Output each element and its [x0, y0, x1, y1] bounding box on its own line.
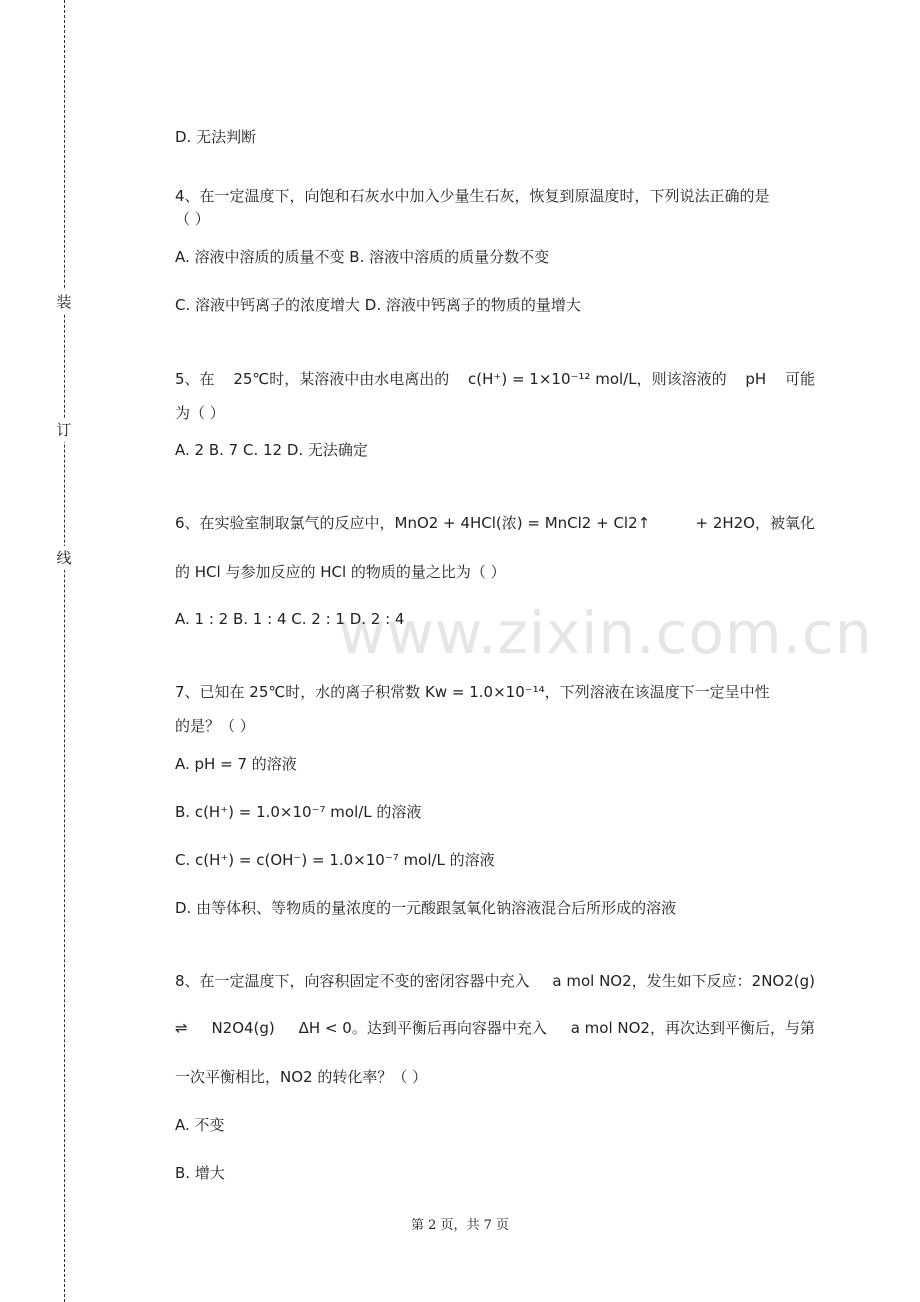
q6-stem-seg: + 2H2O，被氧化: [695, 514, 815, 532]
q5-stem-seg: 25℃时，某溶液中由水电离出的: [233, 370, 450, 388]
q6-options: A. 1 : 2 B. 1 : 4 C. 2 : 1 D. 2 : 4: [175, 610, 405, 628]
q8-option-a: A. 不变: [175, 1116, 225, 1134]
q8-stem-line3: 一次平衡相比，NO2 的转化率？（ ）: [175, 1068, 428, 1086]
q5-stem-seg: pH: [745, 370, 767, 388]
q8-stem-line1: [175, 970, 815, 992]
q8-stem-seg: ⇌: [175, 1019, 188, 1037]
q5-stem-line1: [175, 368, 815, 390]
q4-options-line1: A. 溶液中溶质的质量不变 B. 溶液中溶质的质量分数不变: [175, 248, 550, 266]
q5-stem-seg: 可能: [784, 370, 815, 388]
q4-options-line2: C. 溶液中钙离子的浓度增大 D. 溶液中钙离子的物质的量增大: [175, 296, 581, 314]
page-footer: 第 2 页，共 7 页: [410, 1218, 510, 1233]
q7-option-c: C. c(H⁺) = c(OH⁻) = 1.0×10⁻⁷ mol/L 的溶液: [175, 851, 495, 869]
q7-stem-line2: 的是？（ ）: [175, 717, 255, 735]
q8-stem-line2: [175, 1017, 815, 1039]
binding-dashed-line: [64, 0, 65, 1302]
q8-stem-seg: a mol NO2，再次达到平衡后，与第: [570, 1019, 815, 1037]
binding-char-zhuang: 装: [54, 290, 74, 314]
q7-option-b: B. c(H⁺) = 1.0×10⁻⁷ mol/L 的溶液: [175, 803, 422, 821]
q4-stem-line1: 4、在一定温度下，向饱和石灰水中加入少量生石灰，恢复到原温度时，下列说法正确的是: [175, 187, 770, 205]
q8-stem-seg: a mol NO2，发生如下反应：2NO2(g): [552, 972, 815, 990]
q4-stem-line2: （ ）: [175, 210, 210, 228]
q8-stem-seg: 8、在一定温度下，向容积固定不变的密闭容器中充入: [175, 972, 530, 990]
q5-stem-seg: 5、在: [175, 370, 215, 388]
q6-stem-seg: 6、在实验室制取氯气的反应中，MnO2 + 4HCl(浓) = MnCl2 + Cl2↑: [175, 514, 651, 532]
q8-stem-seg: ΔH < 0。达到平衡后再向容器中充入: [298, 1019, 547, 1037]
q8-option-b: B. 增大: [175, 1164, 225, 1182]
q8-stem-seg: N2O4(g): [211, 1019, 275, 1037]
watermark: www.zixin.com.cn: [338, 599, 873, 667]
q6-stem-line2: 的 HCl 与参加反应的 HCl 的物质的量之比为（ ）: [175, 563, 506, 581]
q5-stem-line2: 为（ ）: [175, 404, 225, 422]
q3-option-d: D. 无法判断: [175, 128, 257, 146]
binding-char-ding: 订: [54, 418, 74, 442]
binding-char-xian: 线: [54, 546, 74, 570]
q7-option-a: A. pH = 7 的溶液: [175, 755, 297, 773]
q6-stem-line1: [175, 512, 815, 534]
q5-stem-seg: c(H⁺) = 1×10⁻¹² mol/L，则该溶液的: [468, 370, 727, 388]
q7-option-d: D. 由等体积、等物质的量浓度的一元酸跟氢氧化钠溶液混合后所形成的溶液: [175, 899, 677, 917]
q7-stem-line1: 7、已知在 25℃时，水的离子积常数 Kw = 1.0×10⁻¹⁴，下列溶液在该温度下一定呈中性: [175, 683, 770, 701]
q5-options: A. 2 B. 7 C. 12 D. 无法确定: [175, 441, 368, 459]
